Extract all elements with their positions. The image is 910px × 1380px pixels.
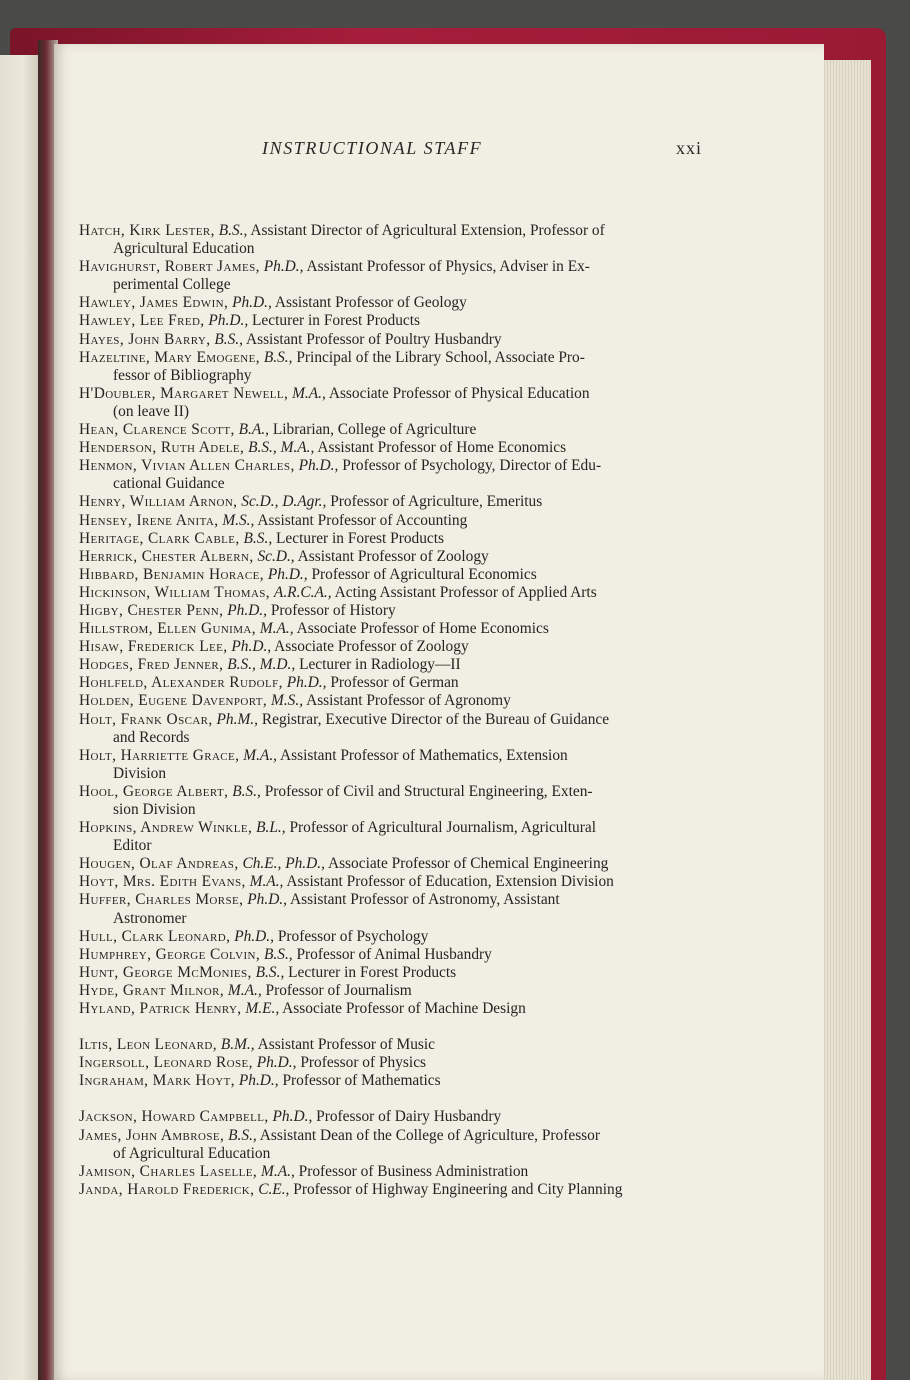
staff-title: Associate Professor of Chemical Engineering bbox=[327, 855, 609, 873]
staff-name: James, John Ambrose, bbox=[79, 1126, 225, 1144]
staff-name: Hull, Clark Leonard, bbox=[79, 927, 231, 945]
staff-name: Hopkins, Andrew Winkle, bbox=[79, 819, 253, 837]
staff-entry bbox=[79, 783, 694, 819]
staff-title-continued: Astronomer bbox=[113, 909, 187, 927]
staff-name: Ingersoll, Leonard Rose, bbox=[79, 1054, 253, 1072]
staff-title: Professor of Psychology, Director of Edu- bbox=[342, 457, 602, 475]
staff-title: Principal of the Library School, Associate Pro- bbox=[296, 348, 585, 366]
staff-title: Associate Professor of Physical Education bbox=[328, 384, 590, 402]
staff-entry bbox=[79, 1036, 694, 1054]
staff-name: Havighurst, Robert James, bbox=[79, 258, 260, 276]
staff-degree: Ph.D., bbox=[256, 1054, 297, 1072]
staff-title: Librarian, College of Agriculture bbox=[272, 421, 477, 439]
staff-name: Henderson, Ruth Adele, bbox=[79, 439, 245, 457]
staff-name: Iltis, Leon Leonard, bbox=[79, 1036, 217, 1054]
staff-entry bbox=[79, 982, 694, 1000]
staff-name: Higby, Chester Penn, bbox=[79, 601, 224, 619]
staff-degree: M.S., bbox=[222, 511, 255, 529]
staff-title-continued: and Records bbox=[113, 728, 190, 746]
staff-name: Hyde, Grant Milnor, bbox=[79, 981, 225, 999]
staff-name: Hillstrom, Ellen Gunima, bbox=[79, 620, 256, 638]
staff-title: Professor of Dairy Husbandry bbox=[316, 1108, 502, 1126]
staff-name: Henry, William Arnon, bbox=[79, 493, 238, 511]
staff-title: Associate Professor of Home Economics bbox=[296, 620, 549, 638]
staff-entry bbox=[79, 747, 694, 783]
staff-entry bbox=[79, 421, 694, 439]
staff-name: Holt, Frank Oscar, bbox=[79, 710, 213, 728]
staff-title: Professor of History bbox=[270, 601, 396, 619]
staff-entry bbox=[79, 1181, 694, 1199]
staff-title: Associate Professor of Zoology bbox=[274, 638, 469, 656]
staff-entry bbox=[79, 312, 694, 330]
staff-title: Assistant Professor of Astronomy, Assistant bbox=[290, 891, 560, 909]
staff-degree: Ph.D., bbox=[227, 601, 268, 619]
staff-degree: B.S., bbox=[214, 330, 243, 348]
staff-name: Hazeltine, Mary Emogene, bbox=[79, 348, 260, 366]
staff-title: Professor of Civil and Structural Engineering, Exten- bbox=[264, 782, 593, 800]
staff-degree: B.S., bbox=[263, 348, 293, 366]
staff-name: Hyland, Patrick Henry, bbox=[79, 1000, 242, 1018]
staff-name: Huffer, Charles Morse, bbox=[79, 891, 244, 909]
running-header bbox=[262, 138, 702, 168]
staff-entry bbox=[79, 620, 694, 638]
staff-entry bbox=[79, 928, 694, 946]
staff-name: Hougen, Olaf Andreas, bbox=[79, 855, 239, 873]
staff-title: Assistant Professor of Accounting bbox=[257, 511, 468, 529]
staff-entry bbox=[79, 294, 694, 312]
staff-degree: Ph.D., bbox=[298, 457, 339, 475]
staff-entry bbox=[79, 566, 694, 584]
staff-entry bbox=[79, 457, 694, 493]
staff-title: Professor of Journalism bbox=[265, 981, 412, 999]
staff-degree: M.S., bbox=[271, 692, 304, 710]
staff-name: Hoyt, Mrs. Edith Evans, bbox=[79, 873, 246, 891]
staff-entry bbox=[79, 1127, 694, 1163]
staff-entry bbox=[79, 946, 694, 964]
staff-title: Professor of Animal Husbandry bbox=[296, 945, 492, 963]
staff-degree: Ph.D., bbox=[238, 1072, 279, 1090]
staff-entry bbox=[79, 692, 694, 710]
staff-entry bbox=[79, 1108, 694, 1126]
staff-degree: Sc.D., D.Agr., bbox=[241, 493, 327, 511]
staff-degree: B.S., bbox=[232, 782, 261, 800]
staff-entry bbox=[79, 349, 694, 385]
staff-entry bbox=[79, 656, 694, 674]
staff-list bbox=[79, 222, 694, 1199]
staff-title-continued: Agricultural Education bbox=[113, 240, 255, 258]
staff-title-continued: (on leave II) bbox=[113, 402, 190, 420]
staff-name: Hisaw, Frederick Lee, bbox=[79, 638, 228, 656]
staff-name: Jackson, Howard Campbell, bbox=[79, 1108, 269, 1126]
staff-title-continued: of Agricultural Education bbox=[113, 1144, 271, 1162]
page-edges bbox=[818, 60, 871, 1380]
staff-title: Assistant Professor of Music bbox=[257, 1036, 436, 1054]
staff-entry bbox=[79, 638, 694, 656]
staff-title: Assistant Professor of Mathematics, Extension bbox=[280, 746, 568, 764]
staff-entry bbox=[79, 439, 694, 457]
staff-title: Assistant Professor of Home Economics bbox=[317, 439, 567, 457]
staff-entry bbox=[79, 1000, 694, 1018]
staff-title-continued: perimental College bbox=[113, 276, 231, 294]
section-gap bbox=[79, 1090, 694, 1108]
staff-entry bbox=[79, 530, 694, 548]
staff-name: Hensey, Irene Anita, bbox=[79, 511, 219, 529]
staff-name: Hawley, Lee Fred, bbox=[79, 312, 205, 330]
staff-title: Professor of Physics bbox=[300, 1054, 427, 1072]
staff-name: Hohlfeld, Alexander Rudolf, bbox=[79, 674, 283, 692]
staff-title: Lecturer in Forest Products bbox=[276, 529, 445, 547]
staff-degree: B.S., bbox=[228, 1126, 257, 1144]
staff-entry bbox=[79, 674, 694, 692]
staff-degree: M.A., bbox=[243, 746, 278, 764]
staff-degree: B.M., bbox=[220, 1036, 255, 1054]
staff-name: Herrick, Chester Albern, bbox=[79, 547, 254, 565]
staff-entry bbox=[79, 222, 694, 258]
staff-name: Ingraham, Mark Hoyt, bbox=[79, 1072, 235, 1090]
staff-title: Lecturer in Forest Products bbox=[288, 963, 457, 981]
staff-degree: M.E., bbox=[245, 1000, 280, 1018]
staff-entry bbox=[79, 258, 694, 294]
staff-degree: Ph.D., bbox=[232, 294, 272, 312]
staff-entry bbox=[79, 512, 694, 530]
staff-entry bbox=[79, 873, 694, 891]
staff-title-continued: fessor of Bibliography bbox=[113, 366, 252, 384]
staff-degree: C.E., bbox=[258, 1180, 290, 1198]
staff-title: Professor of German bbox=[330, 674, 459, 692]
staff-entry bbox=[79, 548, 694, 566]
staff-entry bbox=[79, 385, 694, 421]
staff-degree: M.A., bbox=[249, 873, 284, 891]
staff-name: Hean, Clarence Scott, bbox=[79, 421, 235, 439]
staff-name: Hawley, James Edwin, bbox=[79, 294, 229, 312]
staff-name: Hayes, John Barry, bbox=[79, 330, 211, 348]
staff-name: Hibbard, Benjamin Horace, bbox=[79, 565, 265, 583]
staff-degree: Ch.E., Ph.D., bbox=[242, 855, 325, 873]
section-gap bbox=[79, 1018, 694, 1036]
staff-degree: Ph.D., bbox=[247, 891, 288, 909]
staff-title: Assistant Director of Agricultural Extension, Professor of bbox=[250, 222, 605, 239]
staff-degree: M.A., bbox=[261, 1162, 295, 1180]
staff-title: Assistant Professor of Geology bbox=[274, 294, 467, 312]
staff-title: Professor of Agricultural Economics bbox=[311, 565, 537, 583]
staff-title: Professor of Agricultural Journalism, Agricultural bbox=[289, 819, 596, 837]
staff-degree: B.S., bbox=[264, 945, 293, 963]
staff-title: Professor of Business Administration bbox=[298, 1162, 529, 1180]
staff-name: Holt, Harriette Grace, bbox=[79, 746, 240, 764]
staff-name: Hickinson, William Thomas, bbox=[79, 583, 271, 601]
staff-name: H'Doubler, Margaret Newell, bbox=[79, 384, 289, 402]
staff-title: Professor of Mathematics bbox=[282, 1072, 441, 1090]
staff-degree: M.A., bbox=[292, 384, 326, 402]
staff-entry bbox=[79, 493, 694, 511]
staff-degree: B.L., bbox=[256, 819, 286, 837]
staff-title: Professor of Agriculture, Emeritus bbox=[330, 493, 543, 511]
staff-name: Hool, George Albert, bbox=[79, 782, 229, 800]
staff-degree: Ph.D., bbox=[234, 927, 274, 945]
staff-entry bbox=[79, 1072, 694, 1090]
staff-title: Professor of Psychology bbox=[277, 927, 429, 945]
staff-degree: Ph.D., bbox=[231, 638, 272, 656]
staff-title: Lecturer in Radiology—II bbox=[299, 656, 461, 674]
staff-degree: Ph.D., bbox=[208, 312, 249, 330]
staff-degree: B.S., M.A., bbox=[248, 439, 315, 457]
staff-title: Registrar, Executive Director of the Bureau of Guidance bbox=[261, 710, 610, 728]
left-facing-page bbox=[0, 55, 38, 1380]
staff-degree: M.A., bbox=[227, 981, 262, 999]
staff-degree: B.S., M.D., bbox=[227, 656, 296, 674]
staff-name: Humphrey, George Colvin, bbox=[79, 945, 261, 963]
page-number: xxi bbox=[675, 138, 702, 158]
staff-name: Janda, Harold Frederick, bbox=[79, 1180, 255, 1198]
staff-entry bbox=[79, 711, 694, 747]
staff-degree: Ph.D., bbox=[286, 674, 327, 692]
staff-title: Professor of Highway Engineering and City Planning bbox=[293, 1180, 623, 1198]
staff-title: Assistant Professor of Education, Extension Division bbox=[286, 873, 614, 891]
page-title: INSTRUCTIONAL STAFF bbox=[262, 138, 483, 158]
staff-name: Henmon, Vivian Allen Charles, bbox=[79, 457, 295, 475]
staff-degree: A.R.C.A., bbox=[273, 583, 332, 601]
staff-title-continued: cational Guidance bbox=[113, 475, 225, 493]
staff-title: Assistant Professor of Zoology bbox=[297, 547, 489, 565]
staff-entry bbox=[79, 964, 694, 982]
staff-name: Heritage, Clark Cable, bbox=[79, 529, 240, 547]
staff-entry bbox=[79, 584, 694, 602]
staff-entry bbox=[79, 1163, 694, 1181]
staff-degree: Sc.D., bbox=[257, 547, 295, 565]
staff-name: Holden, Eugene Davenport, bbox=[79, 692, 268, 710]
staff-title: Assistant Professor of Physics, Adviser in Ex- bbox=[306, 258, 590, 276]
staff-entry bbox=[79, 819, 694, 855]
staff-entry bbox=[79, 331, 694, 349]
staff-degree: B.A., bbox=[238, 421, 269, 439]
staff-name: Hunt, George McMonies, bbox=[79, 963, 252, 981]
staff-degree: Ph.D., bbox=[263, 258, 304, 276]
staff-title: Associate Professor of Machine Design bbox=[282, 1000, 526, 1018]
staff-entry bbox=[79, 891, 694, 927]
staff-entry bbox=[79, 1054, 694, 1072]
staff-degree: B.S., bbox=[243, 529, 273, 547]
staff-degree: B.S., bbox=[255, 963, 285, 981]
staff-title: Assistant Dean of the College of Agriculture, Professor bbox=[259, 1126, 600, 1144]
staff-title: Assistant Professor of Poultry Husbandry bbox=[245, 330, 502, 348]
staff-degree: Ph.M., bbox=[216, 710, 258, 728]
staff-title: Lecturer in Forest Products bbox=[252, 312, 421, 330]
staff-name: Hatch, Kirk Lester, bbox=[79, 222, 215, 239]
staff-title: Assistant Professor of Agronomy bbox=[306, 692, 511, 710]
staff-entry bbox=[79, 855, 694, 873]
staff-degree: M.A., bbox=[259, 620, 294, 638]
staff-title-continued: Editor bbox=[113, 837, 152, 855]
staff-entry bbox=[79, 602, 694, 620]
staff-degree: Ph.D., bbox=[267, 565, 308, 583]
staff-name: Jamison, Charles Laselle, bbox=[79, 1162, 258, 1180]
staff-title: Acting Assistant Professor of Applied Arts bbox=[334, 583, 597, 601]
staff-name: Hodges, Fred Jenner, bbox=[79, 656, 224, 674]
staff-title-continued: sion Division bbox=[113, 801, 196, 818]
staff-degree: B.S., bbox=[218, 222, 248, 239]
staff-title-continued: Division bbox=[113, 764, 167, 782]
staff-degree: Ph.D., bbox=[272, 1108, 313, 1126]
